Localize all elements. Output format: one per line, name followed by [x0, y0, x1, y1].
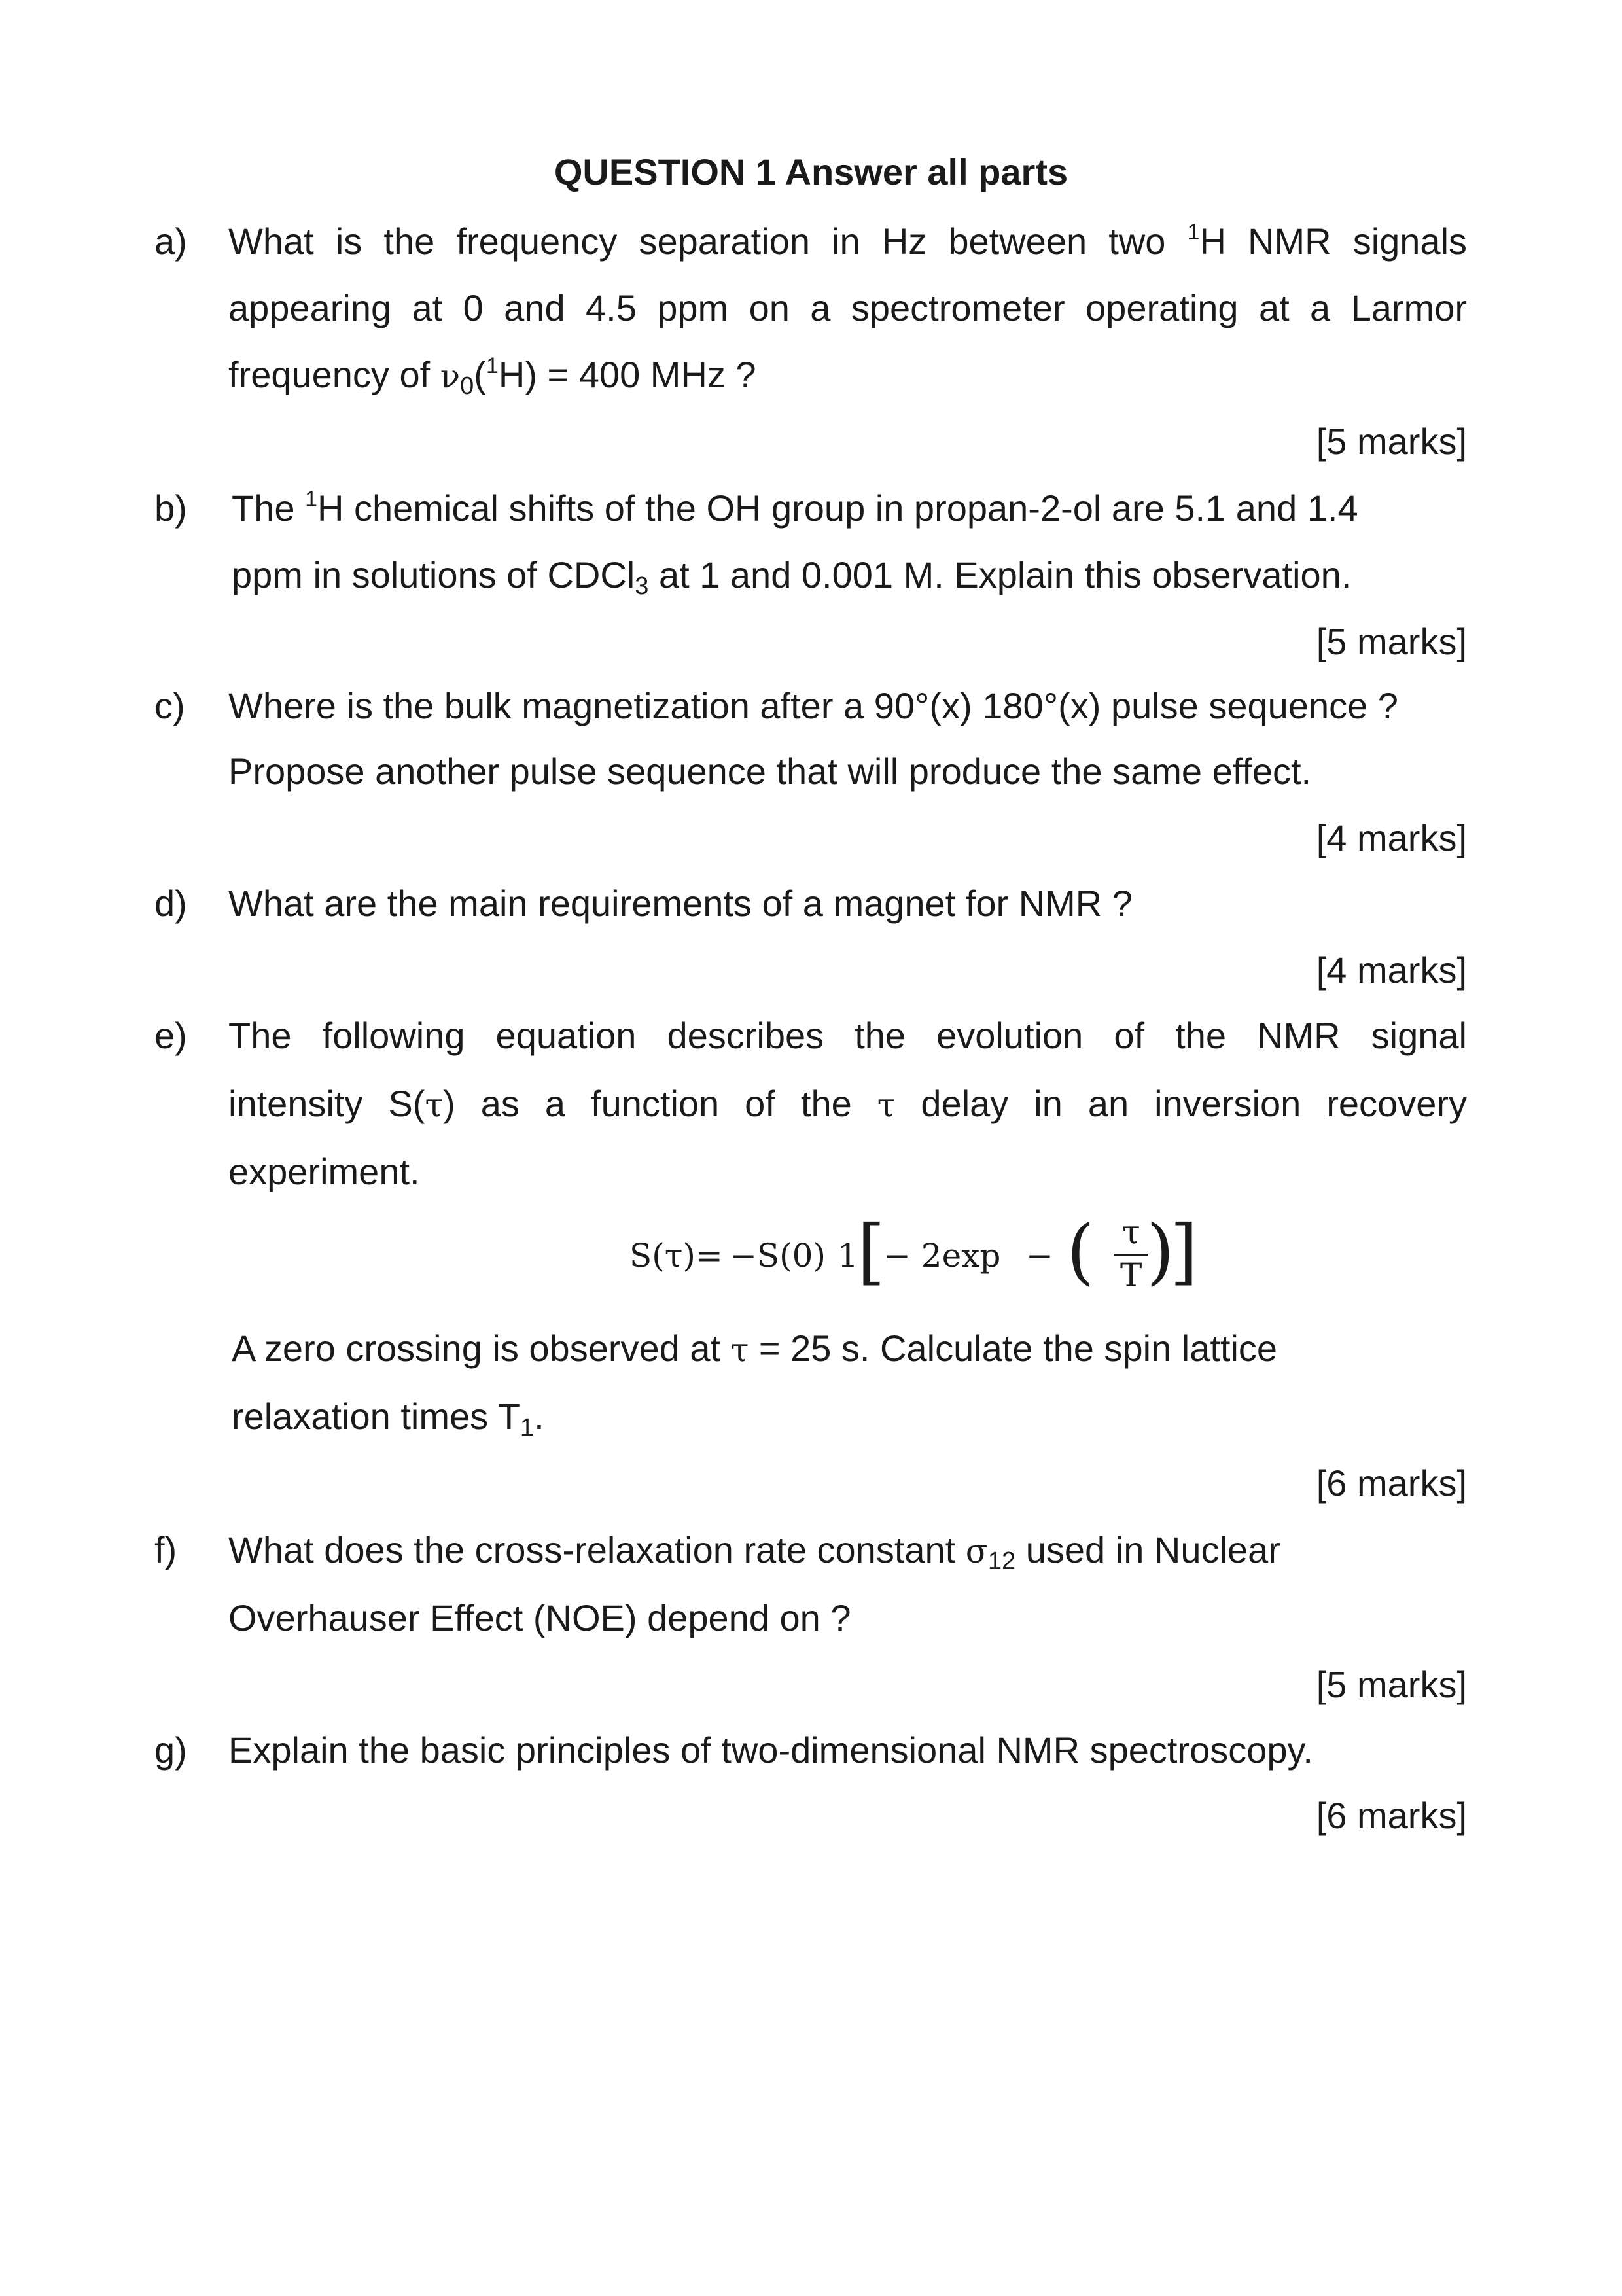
question-d-marks: [4 marks] [1316, 949, 1467, 991]
equation-lhs: S(τ)= [629, 1237, 723, 1275]
equation-right-paren: ) [1146, 1209, 1174, 1293]
equation-one: 1 [837, 1237, 858, 1275]
question-b-line-1: The $^1$H chemical shifts of the OH group in propan-2-ol are 5.1 and 1.4 [232, 487, 1358, 529]
question-a-marks: [5 marks] [1316, 421, 1467, 462]
question-c-marks: [4 marks] [1316, 817, 1467, 858]
question-a-line-2: appearing at 0 and 4.5 ppm on a spectrometer operating at a Larmor [228, 287, 1467, 328]
equation-minus-2exp: − 2exp [883, 1237, 1001, 1275]
question-d-line-1: What are the main requirements of a magnet for NMR ? [228, 883, 1133, 924]
page-title: QUESTION 1 Answer all parts [554, 151, 1068, 192]
question-e-line-2: intensity S(τ) as a function of the τ delay in an inversion recovery [228, 1083, 1467, 1124]
question-f-label: f) [154, 1529, 177, 1570]
question-b-line-2: ppm in solutions of CDCl$_3$ at 1 and 0.001 M. Explain this observation. [232, 554, 1352, 600]
question-a-line-3: frequency of $\nu_0(^1H) = 400$ MHz ? [228, 353, 756, 400]
equation-fraction-bar [1114, 1254, 1148, 1256]
question-a-label: a) [154, 221, 187, 262]
question-f-line-2: Overhauser Effect (NOE) depend on ? [228, 1597, 851, 1638]
question-d-label: d) [154, 883, 187, 924]
question-f-line-1: What does the cross-relaxation rate constant $\sigma_{12}$ used in Nuclear [228, 1529, 1280, 1575]
equation-numerator: τ [1122, 1213, 1140, 1251]
question-c-line-2: Propose another pulse sequence that will produce the same effect. [228, 751, 1312, 792]
equation-minus: − [1026, 1237, 1053, 1275]
question-e-line-3: experiment. [228, 1151, 420, 1192]
question-g-line-1: Explain the basic principles of two-dimensional NMR spectroscopy. [228, 1729, 1313, 1771]
equation-left-bracket: [ [857, 1209, 885, 1293]
inversion-recovery-equation [615, 1210, 1204, 1309]
question-a-line-1: What is the frequency separation in Hz between two $^1$H NMR signals [228, 220, 1468, 262]
equation-left-paren: ( [1067, 1209, 1095, 1293]
question-e-line-5: relaxation times $T_1$. [232, 1396, 544, 1441]
equation-right-bracket: ] [1170, 1209, 1198, 1293]
question-c-label: c) [154, 685, 185, 726]
question-g-label: g) [154, 1729, 187, 1771]
question-e-line-4: A zero crossing is observed at τ = 25 s. Calculate the spin lattice [232, 1328, 1278, 1369]
question-e-marks: [6 marks] [1316, 1462, 1467, 1504]
question-b-marks: [5 marks] [1316, 621, 1467, 662]
question-b-label: b) [154, 487, 187, 529]
question-e-line-1: The following equation describes the evolution of the NMR signal [228, 1015, 1467, 1056]
question-e-label: e) [154, 1015, 187, 1056]
equation-denominator: T [1120, 1256, 1142, 1294]
question-g-marks: [6 marks] [1316, 1795, 1467, 1836]
question-f-marks: [5 marks] [1316, 1664, 1467, 1705]
question-c-line-1: Where is the bulk magnetization after a 90°(x) 180°(x) pulse sequence ? [228, 685, 1398, 726]
equation-s0: −S(0) [730, 1237, 826, 1275]
